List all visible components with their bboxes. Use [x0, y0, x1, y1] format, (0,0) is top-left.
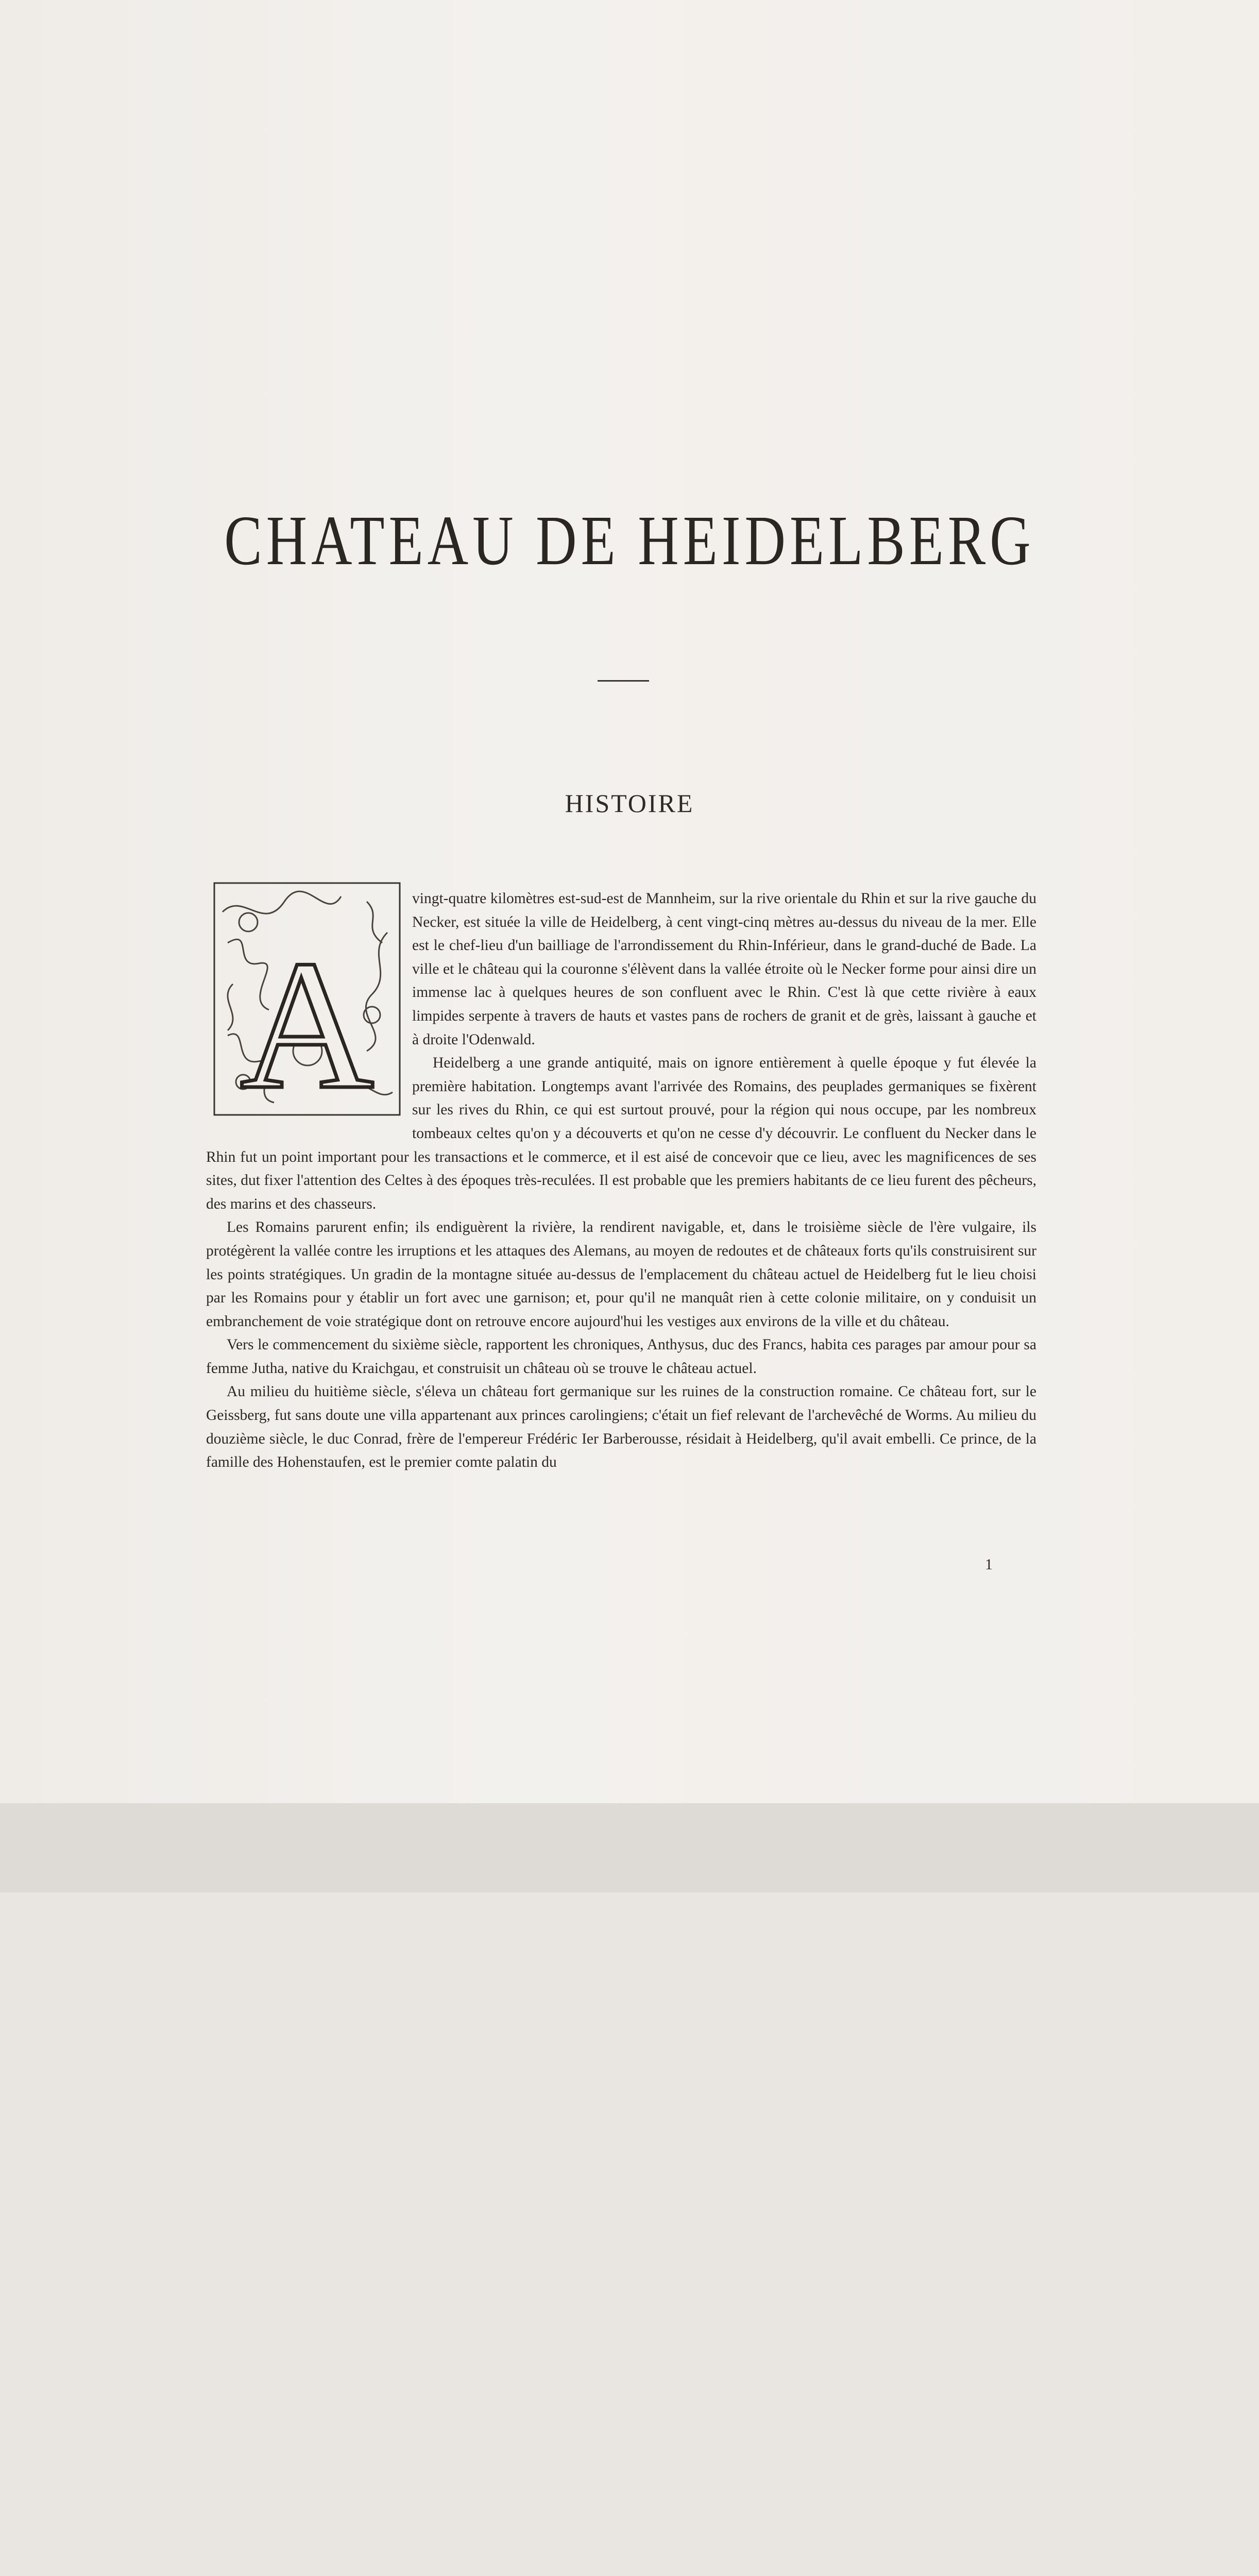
footer-bar	[0, 1803, 1259, 1892]
dropcap-spacer	[206, 887, 412, 1124]
svg-text:A: A	[240, 922, 374, 1117]
body-text	[206, 887, 1036, 1475]
paragraph: Les Romains parurent enfin; ils endiguèrent la rivière, la rendirent navigable, et, dans le troisième siècle de l'ère vulgaire, ils protégèrent la vallée contre les irruptions et les attaques des Alemans, au moyen de redoutes et de châteaux forts qu'ils construisirent sur les points stratégiques. Un gradin de la montagne située au-dessus de l'emplacement du château actuel de Heidelberg fut le lieu choisi par les Romains pour y établir un fort avec une garnison; et, pour qu'il ne manquât rien à cette colonie militaire, on y conduisit un embranchement de voie stratégique dont on retrouve encore aujourd'hui les vestiges aux environs de la ville et du château.	[206, 1219, 1036, 1330]
paragraph: Vers le commencement du sixième siècle, rapportent les chroniques, Anthysus, duc des Francs, habita ces parages par amour pour sa femme Jutha, native du Kraichgau, et construisit un château où se trouve le château actuel.	[206, 1336, 1036, 1377]
paragraph: Heidelberg a une grande antiquité, mais on ignore entièrement à quelle époque y fut élevée la première habitation. Longtemps avant l'arrivée des Romains, des peuplades germaniques se fixèrent sur les rives du Rhin, ce qui est surtout prouvé, pour la région qui nous occupe, par les nombreux tombeaux celtes qu'on y a découverts et qu'on ne cesse d'y découvrir. Le confluent du Necker dans le Rhin fut un point important pour les transactions et le commerce, et il est aisé de concevoir que ce lieu, avec les magnificences de ses sites, dut fixer l'attention des Celtes à des époques très-reculées. Il est probable que les premiers habitants de ce lieu furent des pêcheurs, des marins et des chasseurs.	[206, 1055, 1036, 1212]
section-heading: HISTOIRE	[565, 789, 694, 818]
title-divider	[598, 680, 649, 682]
page-number: 1	[985, 1556, 993, 1573]
page-title: CHATEAU DE HEIDELBERG	[224, 501, 1035, 580]
paragraph: Au milieu du huitième siècle, s'éleva un château fort germanique sur les ruines de la construction romaine. Ce château fort, sur le Geissberg, fut sans doute une villa appartenant aux princes carolingiens; c'était un fief relevant de l'archevêché de Worms. Au milieu du douzième siècle, le duc Conrad, frère de l'empereur Frédéric Ier Barberousse, résidait à Heidelberg, qu'il avait embelli. Ce prince, de la famille des Hohenstaufen, est le premier comte palatin du	[206, 1383, 1036, 1471]
paragraph: vingt-quatre kilomètres est-sud-est de Mannheim, sur la rive orientale du Rhin et sur la rive gauche du Necker, est située la ville de Heidelberg, à cent vingt-cinq mètres au-dessus du niveau de la mer. Elle est le chef-lieu d'un bailliage de l'arrondissement du Rhin-Inférieur, dans le grand-duché de Bade. La ville et le château qui la couronne s'élèvent dans la vallée étroite où le Necker forme pour ainsi dire un immense lac à quelques heures de son confluent avec le Rhin. C'est là que cette rivière à eaux limpides serpente à travers de hauts et vastes pans de rochers de granit et de grès, laissant à gauche et à droite l'Odenwald.	[412, 890, 1036, 1048]
